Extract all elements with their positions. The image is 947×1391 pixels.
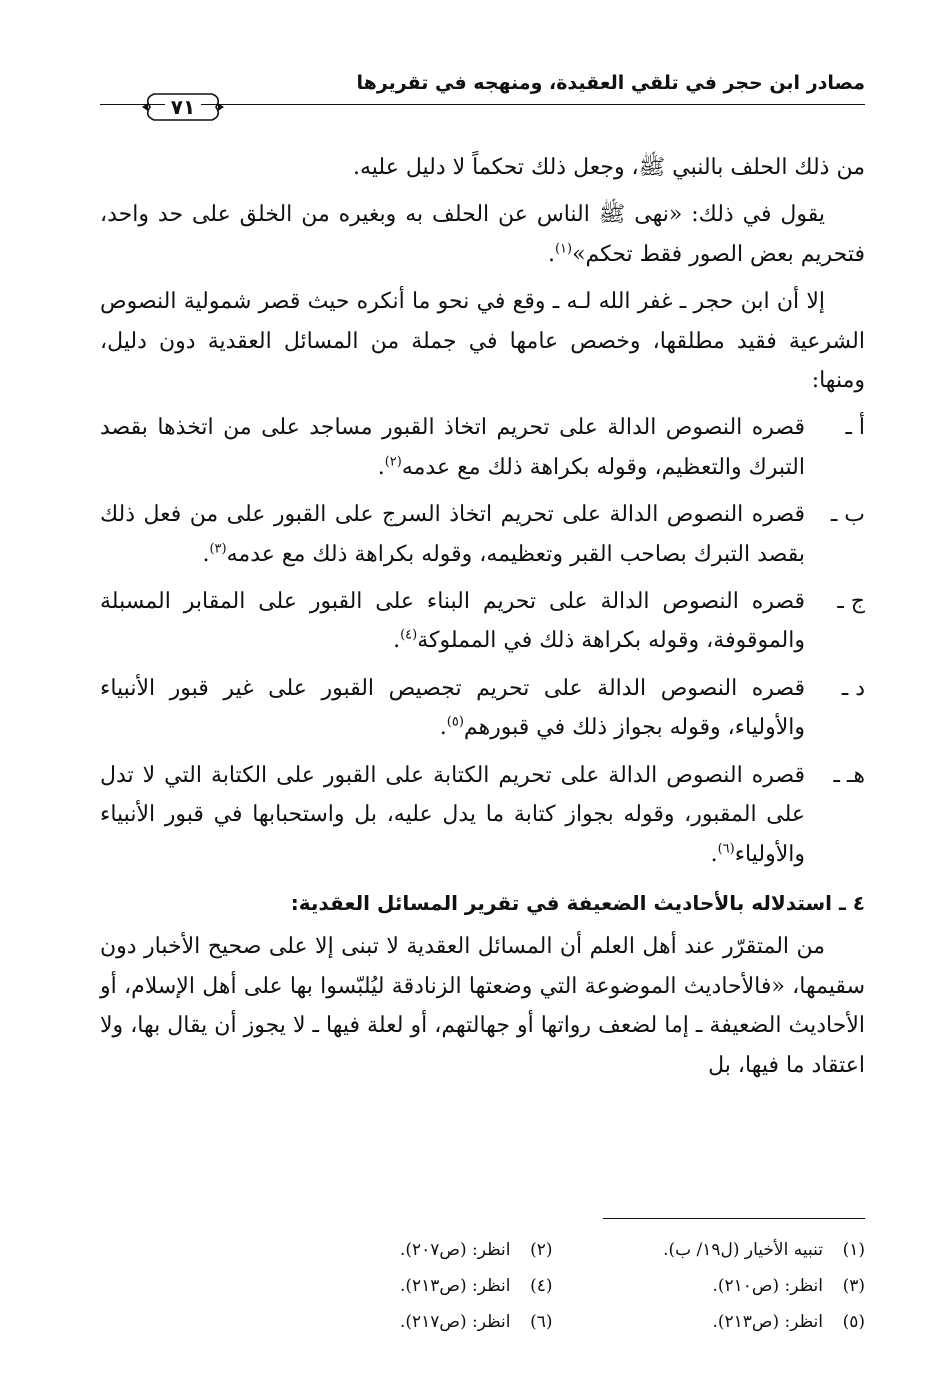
list-item-text: قصره النصوص الدالة على تحريم اتخاذ القبور مساجد على من اتخذها بقصد التبرك والتعظيم، وقوله بكراهة ذلك مع عدمه [100,415,805,480]
footnote-ref[interactable]: (٣) [209,541,227,557]
footnote [553,1268,866,1304]
list-item-text: قصره النصوص الدالة على تحريم اتخاذ السرج على القبور على من فعل ذلك بقصد التبرك بصاحب القبر وتعظيمه، وقوله بكراهة ذلك مع عدمه [100,502,805,567]
footnote-ref[interactable]: (٥) [446,714,464,730]
running-title: مصادر ابن حجر في تلقي العقيدة، ومنهجه في تقريرها [356,72,865,94]
footnote-ref[interactable]: (٢) [384,454,402,470]
page-number: ٧١ [165,95,201,119]
list-marker: هـ ـ [833,762,865,788]
footnote-text: انظر: (ص٢١٣). [399,1276,511,1296]
punctuation: . [439,715,447,741]
footnote-row [240,1232,865,1268]
footnote-number: (٤) [530,1276,553,1296]
list-item [100,495,865,574]
punctuation: . [202,541,210,567]
footnote-text: تنبيه الأخيار (ل١٩/ ب). [663,1240,823,1260]
page-number-ornament [140,88,226,126]
footnote [240,1268,553,1304]
footnote-ref[interactable]: (٤) [400,628,418,644]
footnote-text: انظر: (ص٢١٠). [712,1276,823,1296]
list-marker: ب ـ [830,502,865,528]
footnote-number: (١) [842,1240,865,1260]
footnote-row [240,1268,865,1304]
punctuation: . [377,454,385,480]
footnote-row [240,1304,865,1340]
paragraph [100,148,865,187]
list-marker: ج ـ [837,589,865,615]
footnote-number: (٦) [530,1312,553,1332]
footnote-number: (٥) [842,1312,865,1332]
list-item [100,408,865,487]
footnote-text: انظر: (ص٢١٣). [712,1312,823,1332]
footnote-number: (٢) [530,1240,553,1260]
footnote [240,1232,553,1268]
list-item-text: قصره النصوص الدالة على تحريم تجصيص القبور على غير قبور الأنبياء والأولياء، وقوله بجواز ذلك في قبورهم [100,675,805,741]
footnote-text: انظر: (ص٢٠٧). [399,1240,511,1260]
punctuation: . [547,241,555,267]
footnote [553,1232,866,1268]
list-item-text: قصره النصوص الدالة على تحريم البناء على القبور على المقابر المسبلة والموقوفة، وقوله بكراهة ذلك في المملوكة [100,589,805,654]
paragraph-text: يقول في ذلك: «نهى ﷺ الناس عن الحلف به وبغيره من الخلق على حد واحد، فتحريم بعض الصور فقط تحكم» [100,202,865,267]
paragraph-text: من ذلك الحلف بالنبي ﷺ، وجعل ذلك تحكماً لا دليل عليه. [352,155,865,180]
footnote [240,1304,553,1340]
list-item [100,669,865,748]
section-heading: ٤ ـ استدلاله بالأحاديث الضعيفة في تقرير المسائل العقدية: [290,890,865,915]
footnote [553,1304,866,1340]
footnote-ref[interactable]: (٦) [717,841,735,857]
footnotes [240,1232,865,1340]
main-text [100,148,865,1093]
punctuation: . [710,841,718,867]
footnote-ref[interactable]: (١) [554,241,573,257]
list-marker: د ـ [841,675,865,701]
footnote-number: (٣) [842,1276,865,1296]
list-item [100,582,865,661]
list-item-text: قصره النصوص الدالة على تحريم الكتابة على القبور على الكتابة التي لا تدل على المقبور، وقوله بجواز كتابة ما يدل عليه، بل واستحبابها في قبور الأنبياء والأولياء [100,762,805,867]
paragraph [100,927,865,1085]
footnote-text: انظر: (ص٢١٧). [399,1312,511,1332]
paragraph-text: من المتقرّر عند أهل العلم أن المسائل العقدية لا تبنى إلا على صحيح الأخبار دون سقيمها، «فالأحاديث الموضوعة التي وضعتها الزنادقة ليُلبّسوا بها على أهل الإسلام، أو الأحاديث الضعيفة ـ إما لضعف رواتها أو جهالتهم، أو لعلة فيها ـ لا يجوز أن يقال بها، ولا اعتقاد ما فيها، بل [100,934,865,1078]
list-item [100,756,865,874]
list-marker: أ ـ [845,415,865,441]
paragraph-text: إلا أن ابن حجر ـ غفر الله لـه ـ وقع في نحو ما أنكره حيث قصر شمولية النصوص الشرعية فقيد مطلقها، وخصص عامها في جملة من المسائل العقدية دون دليل، ومنها: [100,289,865,394]
paragraph [100,195,865,274]
paragraph [100,282,865,400]
footnote-rule [603,1218,865,1219]
punctuation: . [393,628,401,654]
